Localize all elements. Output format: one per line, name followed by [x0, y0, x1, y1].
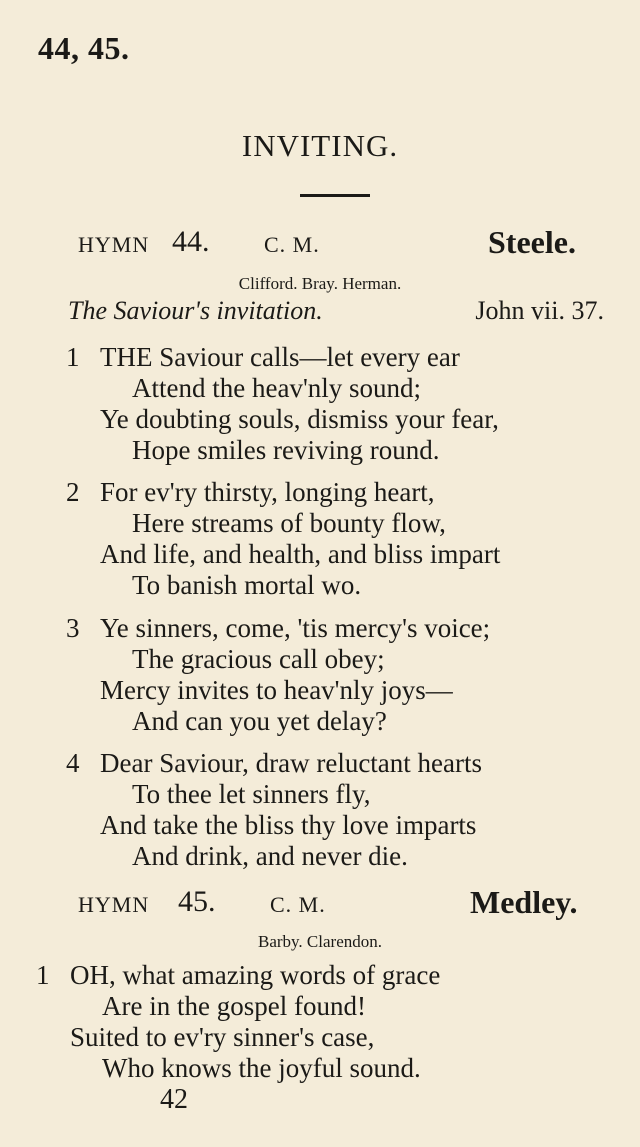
hymn-44-header — [0, 224, 640, 264]
verse-number: 2 — [66, 477, 80, 507]
verse-line: Ye sinners, come, 'tis mercy's voice; — [100, 613, 491, 643]
verse-line: OH, what amazing words of grace — [70, 960, 441, 990]
verse-line: Dear Saviour, draw reluctant hearts — [100, 748, 483, 778]
hymn-author: Medley. — [470, 884, 578, 920]
verse-line: For ev'ry thirsty, longing heart, — [100, 477, 435, 507]
verse-line: To banish mortal wo. — [132, 570, 362, 600]
hymn-45-header — [0, 884, 640, 924]
hymn-45-tunes: Barby. Clarendon. — [257, 932, 382, 951]
hymn-44-subtitle — [68, 296, 604, 326]
verse-line: Are in the gospel found! — [102, 991, 366, 1021]
verse-number: 4 — [66, 748, 80, 778]
verse-line: Suited to ev'ry sinner's case, — [70, 1022, 375, 1052]
verse-line: Attend the heav'nly sound; — [132, 373, 422, 403]
hymn-number: 44. — [172, 225, 210, 258]
verse-line: Mercy invites to heav'nly joys— — [100, 675, 453, 705]
verse-line: And life, and health, and bliss impart — [100, 539, 501, 569]
hymn-meter: C. M. — [264, 232, 320, 257]
hymn-label: HYMN — [78, 892, 150, 917]
verse-line: And can you yet delay? — [132, 706, 387, 736]
hymn-author: Steele. — [488, 224, 576, 260]
verse-line: The gracious call obey; — [132, 644, 385, 674]
verse-number: 1 — [36, 960, 50, 990]
verse-line: Who knows the joyful sound. — [102, 1053, 421, 1083]
verse-line: And drink, and never die. — [132, 841, 408, 871]
hymn-meter: C. M. — [270, 892, 326, 917]
verse-number: 3 — [66, 613, 80, 643]
verse-line: And take the bliss thy love imparts — [100, 810, 477, 840]
hymn-theme: The Saviour's invitation. — [68, 296, 323, 325]
hymn-44-tunes: Clifford. Bray. Herman. — [238, 274, 402, 293]
hymn-number: 45. — [178, 885, 216, 918]
verse-number: 1 — [66, 342, 80, 372]
page-number-footer: 42 — [160, 1084, 188, 1115]
verse-line: Here streams of bounty flow, — [132, 508, 446, 538]
hymn-label: HYMN — [78, 232, 150, 257]
verse-line: THE Saviour calls—let every ear — [100, 342, 460, 372]
verse-line: To thee let sinners fly, — [132, 779, 371, 809]
title-rule — [300, 194, 370, 197]
verse-line: Ye doubting souls, dismiss your fear, — [100, 404, 499, 434]
section-title: INVITING. — [241, 128, 399, 163]
scripture-reference: John vii. 37. — [475, 296, 604, 325]
page-numbers-header: 44, 45. — [38, 30, 130, 66]
verse-line: Hope smiles reviving round. — [132, 435, 440, 465]
